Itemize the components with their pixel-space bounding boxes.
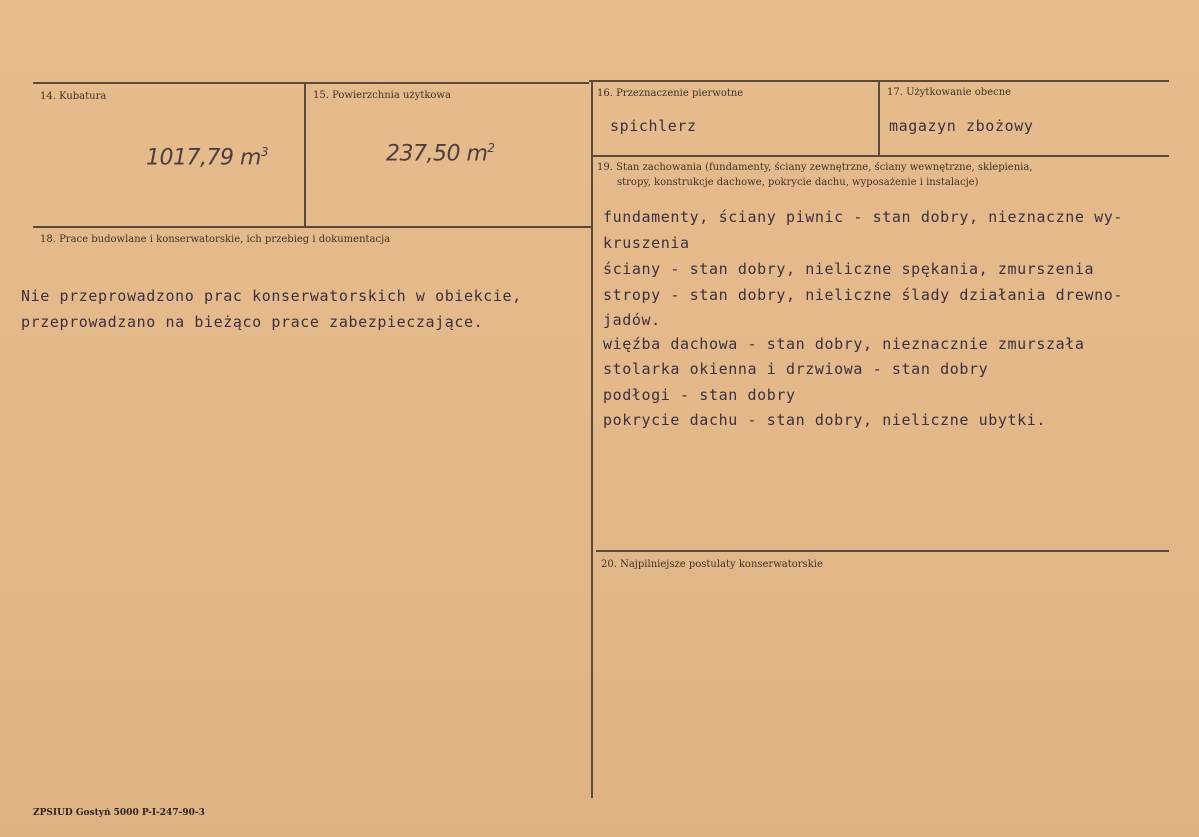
- stan-line: ściany - stan dobry, nieliczne spękania, zmurszenia: [603, 260, 1095, 278]
- uzytkowanie-value: magazyn zbożowy: [889, 117, 1034, 135]
- kubatura-value: [146, 145, 268, 170]
- print-footer: ZPSIUD Gostyń 5000 P-I-247-90-3: [33, 808, 205, 818]
- stan-line: więźba dachowa - stan dobry, nieznacznie zmurszała: [603, 335, 1085, 353]
- center-divider: [591, 82, 593, 798]
- przeznaczenie-value: spichlerz: [610, 117, 697, 135]
- field-label-powierzchnia: 15. Powierzchnia użytkowa: [313, 90, 451, 101]
- field-label-uzytkowanie: 17. Użytkowanie obecne: [887, 87, 1012, 98]
- field-label-stan-1: 19. Stan zachowania (fundamenty, ściany zewnętrzne, ściany wewnętrzne, sklepienia,: [597, 162, 1033, 173]
- field-label-postulaty: 20. Najpilniejsze postulaty konserwatorskie: [601, 559, 823, 570]
- kubatura-unit-sup: 3: [260, 145, 269, 159]
- field-label-prace: 18. Prace budowlane i konserwatorskie, ich przebieg i dokumentacja: [40, 234, 391, 245]
- rule-under-19: [596, 550, 1169, 552]
- prace-line: Nie przeprowadzono prac konserwatorskich w obiekcie,: [21, 287, 522, 305]
- stan-line: kruszenia: [603, 234, 690, 252]
- stan-line: stropy - stan dobry, nieliczne ślady działania drewno-: [603, 286, 1124, 304]
- stan-line: stolarka okienna i drzwiowa - stan dobry: [603, 360, 989, 378]
- field-label-przeznaczenie: 16. Przeznaczenie pierwotne: [597, 88, 744, 99]
- divider-16-17: [878, 82, 880, 156]
- powierzchnia-value: [386, 141, 495, 166]
- stan-line: pokrycie dachu - stan dobry, nieliczne ubytki.: [603, 411, 1047, 429]
- stan-line: podłogi - stan dobry: [603, 386, 796, 404]
- rule-under-14-15: [33, 226, 591, 228]
- top-rule-left: [33, 82, 589, 84]
- divider-14-15: [304, 84, 306, 227]
- stan-line: jadów.: [603, 311, 661, 329]
- stan-line: fundamenty, ściany piwnic - stan dobry, nieznaczne wy-: [603, 208, 1124, 226]
- field-label-stan-2: stropy, konstrukcje dachowe, pokrycie dachu, wyposażenie i instalacje): [617, 177, 979, 188]
- powierzchnia-unit-sup: 2: [487, 141, 495, 155]
- powierzchnia-number: 237,50 m: [386, 141, 488, 167]
- prace-line: przeprowadzano na bieżąco prace zabezpieczające.: [21, 313, 484, 331]
- field-label-kubatura: 14. Kubatura: [40, 91, 107, 102]
- rule-under-16-17: [591, 155, 1169, 157]
- kubatura-number: 1017,79 m: [146, 145, 261, 171]
